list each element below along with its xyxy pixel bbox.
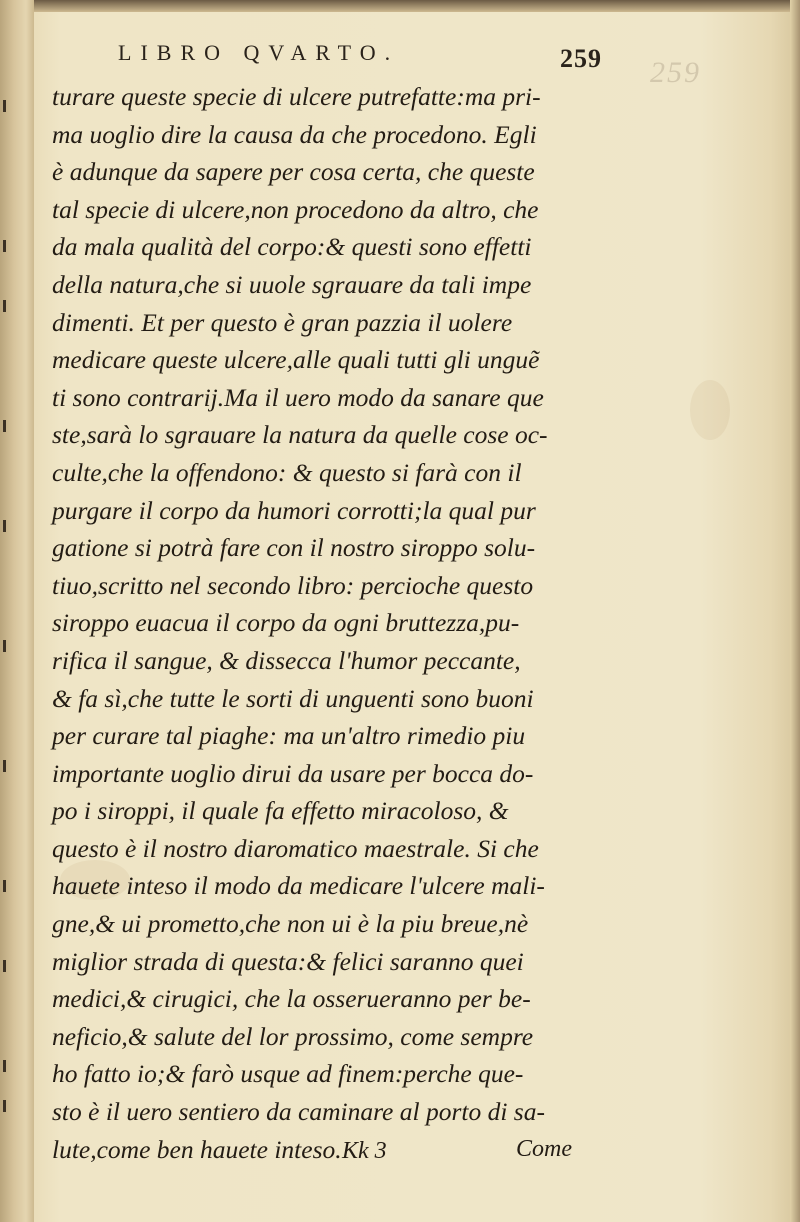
page-gutter: [0, 0, 34, 1222]
text-line: per curare tal piaghe: ma un'altro rimedio piu: [52, 721, 526, 751]
handwritten-page-number: 259: [650, 56, 701, 89]
text-line: culte,che la offendono: & questo si farà con il: [52, 457, 522, 487]
gutter-mark: [3, 520, 6, 532]
text-line: & fa sì,che tutte le sorti di unguenti sono buoni: [52, 683, 534, 713]
page-top-edge: [0, 0, 800, 12]
text-line: medicare queste ulcere,alle quali tutti gli unguẽ: [52, 345, 540, 375]
text-line: neficio,& salute del lor prossimo, come sempre: [52, 1021, 534, 1051]
text-line: po i siroppi, il quale fa effetto miracoloso, &: [52, 796, 509, 826]
text-line: ho fatto io;& farò usque ad finem:perche que-: [52, 1059, 524, 1089]
gutter-mark: [3, 640, 6, 652]
page-number: 259: [560, 44, 602, 73]
gutter-mark: [3, 100, 6, 112]
body-text: [52, 78, 632, 1168]
gutter-mark: [3, 1060, 6, 1072]
text-line: lute,come ben hauete inteso.: [52, 1134, 342, 1164]
text-line: gatione si potrà fare con il nostro siroppo solu-: [52, 533, 536, 563]
text-line: ste,sarà lo sgrauare la natura da quelle cose oc-: [52, 420, 548, 450]
text-line: rifica il sangue, & dissecca l'humor peccante,: [52, 645, 521, 675]
gutter-mark: [3, 420, 6, 432]
text-line: hauete inteso il modo da medicare l'ulcere mali-: [52, 871, 545, 901]
text-line: della natura,che si uuole sgrauare da tali impe: [52, 269, 532, 299]
gutter-mark: [3, 300, 6, 312]
text-line: da mala qualità del corpo:& questi sono effetti: [52, 232, 532, 262]
running-title: LIBRO QVARTO.: [118, 40, 400, 65]
text-line: tal specie di ulcere,non procedono da altro, che: [52, 194, 539, 224]
gutter-mark: [3, 960, 6, 972]
text-line: ti sono contrarij.Ma il uero modo da sanare que: [52, 382, 544, 412]
signature-mark: Kk 3: [342, 1138, 387, 1164]
text-line: ma uoglio dire la causa da che procedono. Egli: [52, 119, 537, 149]
text-line: miglior strada di questa:& felici saranno quei: [52, 946, 524, 976]
text-line: gne,& ui prometto,che non ui è la piu breue,nè: [52, 909, 529, 939]
gutter-mark: [3, 1100, 6, 1112]
text-line: sto è il uero sentiero da caminare al porto di sa-: [52, 1097, 545, 1127]
gutter-mark: [3, 880, 6, 892]
text-line: è adunque da sapere per cosa certa, che queste: [52, 157, 535, 187]
text-line: dimenti. Et per questo è gran pazzia il uolere: [52, 307, 513, 337]
text-line: questo è il nostro diaromatico maestrale. Si che: [52, 833, 539, 863]
text-line: tiuo,scritto nel secondo libro: percioche questo: [52, 570, 534, 600]
text-line: purgare il corpo da humori corrotti;la qual pur: [52, 495, 536, 525]
gutter-mark: [3, 240, 6, 252]
catchword: Come: [516, 1136, 572, 1162]
text-line: importante uoglio dirui da usare per bocca do-: [52, 758, 534, 788]
text-line: medici,& cirugici, che la osserueranno per be-: [52, 984, 531, 1014]
page-right-edge: [790, 0, 800, 1222]
text-line: turare queste specie di ulcere putrefatte:ma pri-: [52, 82, 541, 111]
text-line: siroppo euacua il corpo da ogni bruttezza,pu-: [52, 608, 520, 638]
paper-stain: [690, 380, 730, 440]
gutter-mark: [3, 760, 6, 772]
